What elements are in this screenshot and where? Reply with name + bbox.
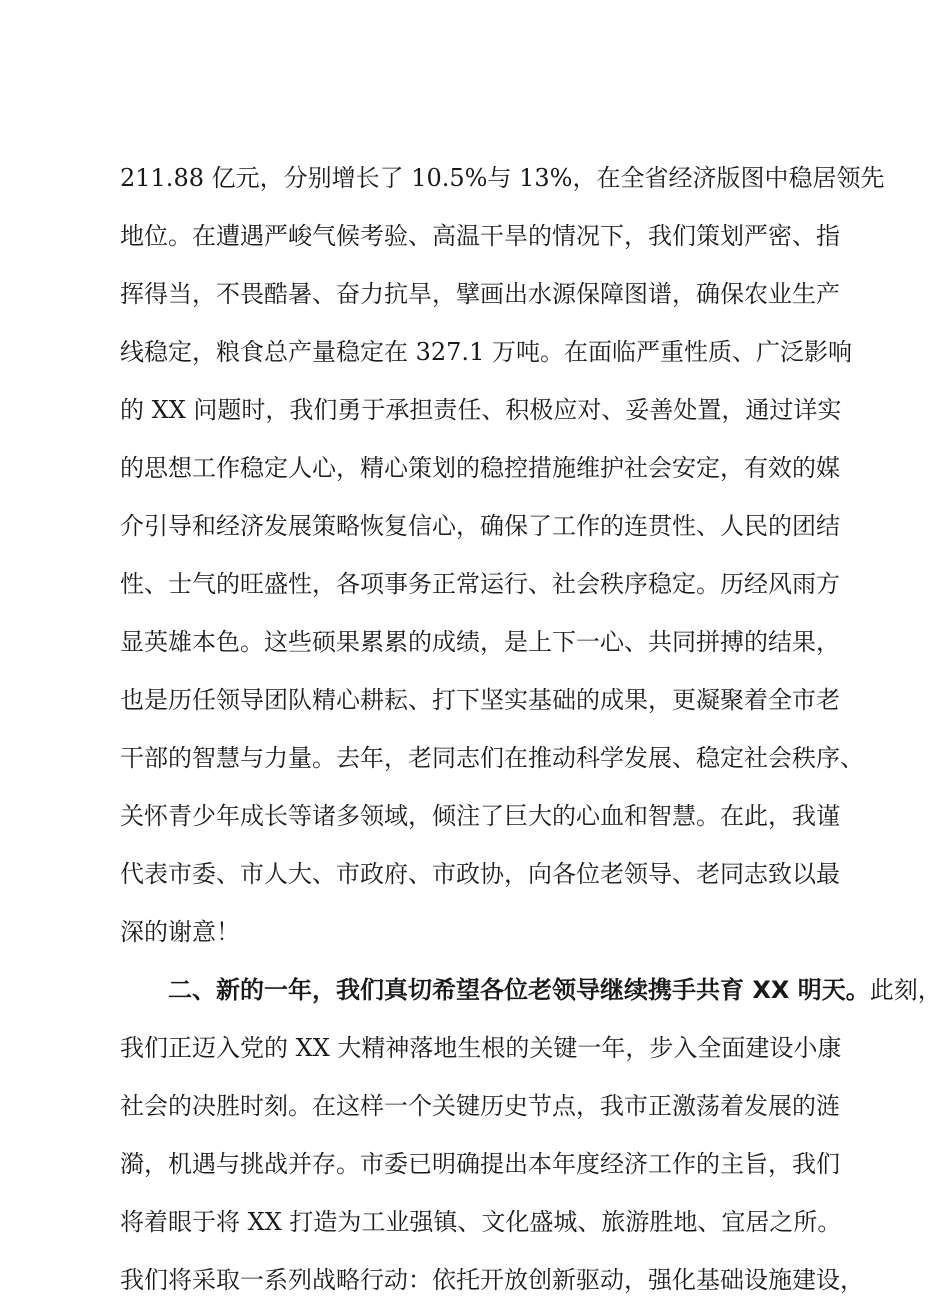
paragraph-line: 关怀青少年成长等诸多领域，倾注了巨大的心血和智慧。在此，我谨 <box>120 802 840 830</box>
paragraph-line: 深的谢意！ <box>120 918 240 946</box>
paragraph-line: 我们正迈入党的 XX 大精神落地生根的关键一年，步入全面建设小康 <box>120 1034 842 1062</box>
paragraph-line: 地位。在遭遇严峻气候考验、高温干旱的情况下，我们策划严密、指 <box>120 222 840 250</box>
paragraph-line: 挥得当，不畏酷暑、奋力抗旱，擘画出水源保障图谱，确保农业生产 <box>120 280 840 308</box>
paragraph-line: 介引导和经济发展策略恢复信心，确保了工作的连贯性、人民的团结 <box>120 512 840 540</box>
paragraph-line: 的 XX 问题时，我们勇于承担责任、积极应对、妥善处置，通过详实 <box>120 396 842 424</box>
paragraph-line: 社会的决胜时刻。在这样一个关键历史节点，我市正激荡着发展的涟 <box>120 1092 840 1120</box>
section-heading-line <box>168 972 942 1008</box>
paragraph-line: 干部的智慧与力量。去年，老同志们在推动科学发展、稳定社会秩序、 <box>120 744 864 772</box>
paragraph-line: 代表市委、市人大、市政府、市政协，向各位老领导、老同志致以最 <box>120 860 840 888</box>
paragraph-line: 将着眼于将 XX 打造为工业强镇、文化盛城、旅游胜地、宜居之所。 <box>120 1208 842 1236</box>
paragraph-line: 也是历任领导团队精心耕耘、打下坚实基础的成果，更凝聚着全市老 <box>120 686 840 714</box>
paragraph-line: 的思想工作稳定人心，精心策划的稳控措施维护社会安定，有效的媒 <box>120 454 840 482</box>
paragraph-line: 性、士气的旺盛性，各项事务正常运行、社会秩序稳定。历经风雨方 <box>120 570 840 598</box>
section-heading-tail: 此刻， <box>869 976 942 1004</box>
paragraph-line: 线稳定，粮食总产量稳定在 327.1 万吨。在面临严重性质、广泛影响 <box>120 338 852 366</box>
paragraph-line: 我们将采取一系列战略行动：依托开放创新驱动，强化基础设施建设， <box>120 1266 864 1294</box>
paragraph-line: 显英雄本色。这些硕果累累的成绩，是上下一心、共同拼搏的结果， <box>120 628 840 656</box>
paragraph-line: 211.88 亿元，分别增长了 10.5%与 13%，在全省经济版图中稳居领先 <box>120 164 885 192</box>
section-heading: 二、新的一年，我们真切希望各位老领导继续携手共育 XX 明天。 <box>168 976 870 1004</box>
paragraph-line: 漪，机遇与挑战并存。市委已明确提出本年度经济工作的主旨，我们 <box>120 1150 840 1178</box>
